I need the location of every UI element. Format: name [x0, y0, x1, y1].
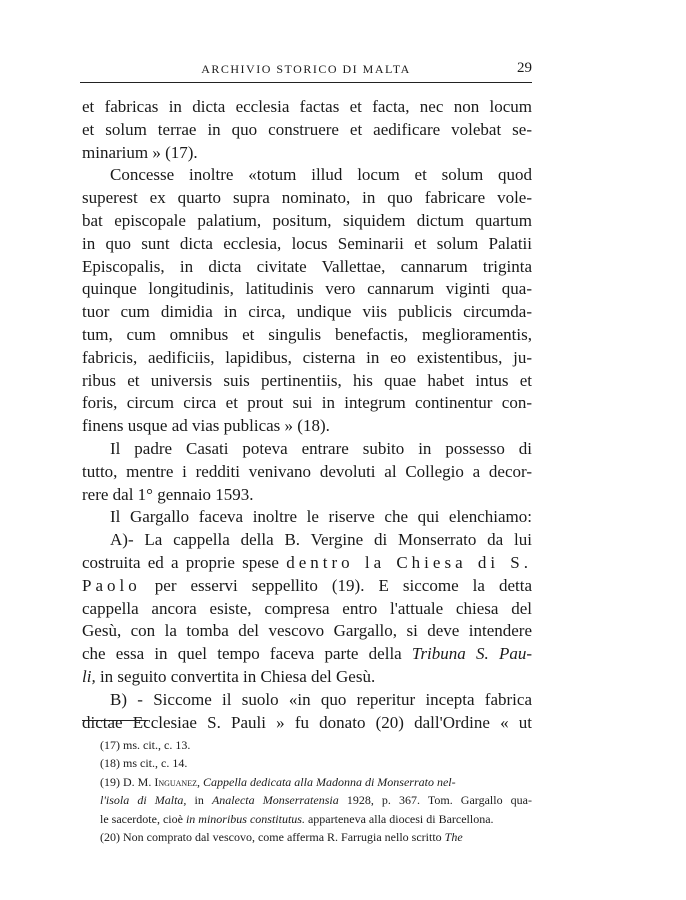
text-line: in quo sunt dicta ecclesia, locus Seminarii et solum Palatii — [82, 233, 532, 253]
footnote-title: l'isola di Malta, — [100, 793, 187, 808]
italic-title: Tribuna S. Pau- — [411, 644, 532, 664]
spaced-text: dentro la Chiesa di S. — [286, 552, 532, 572]
spaced-text: Paolo — [82, 575, 141, 595]
body-text — [82, 96, 532, 734]
text-line: quinque longitudinis, latitudinis vero cannarum viginti qua- — [82, 279, 532, 299]
page-number: 29 — [517, 60, 532, 76]
text-run: che essa in quel tempo faceva parte della — [82, 644, 412, 664]
text-line: B) - Siccome il suolo «in quo reperitur incepta fabrica — [110, 689, 532, 709]
text-line: Concesse inoltre «totum illud locum et solum quod — [110, 165, 532, 185]
text-run: in seguito convertita in Chiesa del Gesù. — [95, 666, 376, 686]
italic-title: li, — [82, 666, 96, 686]
footnote-author: Inguanez, — [154, 774, 200, 789]
text-line: dictae Ecclesiae S. Pauli » fu donato (20) dall'Ordine « ut — [82, 712, 532, 732]
text-line — [82, 666, 532, 689]
text-line: Episcopalis, in dicta civitate Vallettae, cannarum triginta — [82, 256, 532, 276]
text-line: minarium » (17). — [82, 142, 198, 162]
text-line: cappella ancora esiste, compresa entro l'attuale chiesa del — [82, 598, 532, 618]
text-line: tuor cum dimidia in circa, undique viis publicis circumda- — [82, 302, 532, 322]
footnote-title: Cappella dedicata alla Madonna di Monserrato nel- — [199, 774, 456, 789]
text-run: (20) Non comprato dal vescovo, come afferma R. Farrugia nello scritto — [100, 830, 445, 845]
text-run: 1928, p. 367. Tom. Gargallo qua- — [338, 793, 532, 808]
text-run: apparteneva alla diocesi di Barcellona. — [304, 811, 494, 826]
header-rule — [80, 82, 532, 83]
footnote-19-line-2 — [100, 791, 532, 809]
footnote-number: (19) D. M. — [100, 774, 155, 789]
footnote-journal: Analecta Monserratensia — [211, 793, 339, 808]
text-line: fabricis, aedificiis, lapidibus, cisterna in eo existentibus, ju- — [82, 347, 532, 367]
text-line: et fabricas in dicta ecclesia factas et facta, nec non locum — [82, 97, 532, 116]
text-line: ribus et universis suis pertinentiis, his quae habet intus et — [82, 370, 532, 390]
text-run: in — [186, 793, 212, 808]
footnote-18: (18) ms cit., c. 14. — [100, 756, 188, 771]
footnote-19-line-3 — [100, 810, 532, 828]
footnotes — [100, 736, 532, 846]
text-line: Gesù, con la tomba del vescovo Gargallo, si deve intendere — [82, 621, 532, 641]
text-line: Il Gargallo faceva inoltre le riserve che qui elenchiamo: — [110, 507, 532, 527]
text-line: tutto, mentre i redditi venivano devoluti al Collegio a decor- — [82, 461, 532, 481]
footnote-19 — [100, 773, 532, 791]
text-run: le sacerdote, cioè — [100, 811, 186, 826]
running-title: ARCHIVIO STORICO DI MALTA — [201, 62, 411, 76]
text-line: foris, circum circa et prout sui in integrum continentur con- — [82, 393, 532, 413]
text-line: finens usque ad vias publicas » (18). — [82, 416, 330, 436]
text-line: rere dal 1° gennaio 1593. — [82, 484, 254, 504]
text-line: et solum terrae in quo construere et aedificare volebat se- — [82, 119, 532, 139]
text-line: bat episcopale palatium, positum, siquidem dictum quartum — [82, 210, 532, 230]
text-line: Il padre Casati poteva entrare subito in possesso di — [110, 438, 532, 458]
footnote-rule — [82, 720, 148, 721]
text-line — [82, 575, 532, 598]
text-run: costruita ed a proprie spese — [82, 552, 287, 572]
text-line: tum, cum omnibus et singulis benefactis, meglioramentis, — [82, 324, 532, 344]
footnote-17: (17) ms. cit., c. 13. — [100, 738, 191, 752]
text-line: A)- La cappella della B. Vergine di Monserrato da lui — [110, 530, 532, 550]
italic-phrase: in minoribus constitutus. — [185, 811, 305, 826]
running-head — [80, 62, 532, 82]
text-line — [82, 643, 532, 666]
text-line — [82, 552, 532, 575]
italic-phrase: The — [444, 830, 463, 845]
footnote-20 — [100, 828, 532, 846]
text-run: per esservi seppellito (19). E siccome la detta — [140, 575, 532, 595]
text-line: superest ex quarto supra nominato, in quo fabricare vole- — [82, 188, 532, 208]
